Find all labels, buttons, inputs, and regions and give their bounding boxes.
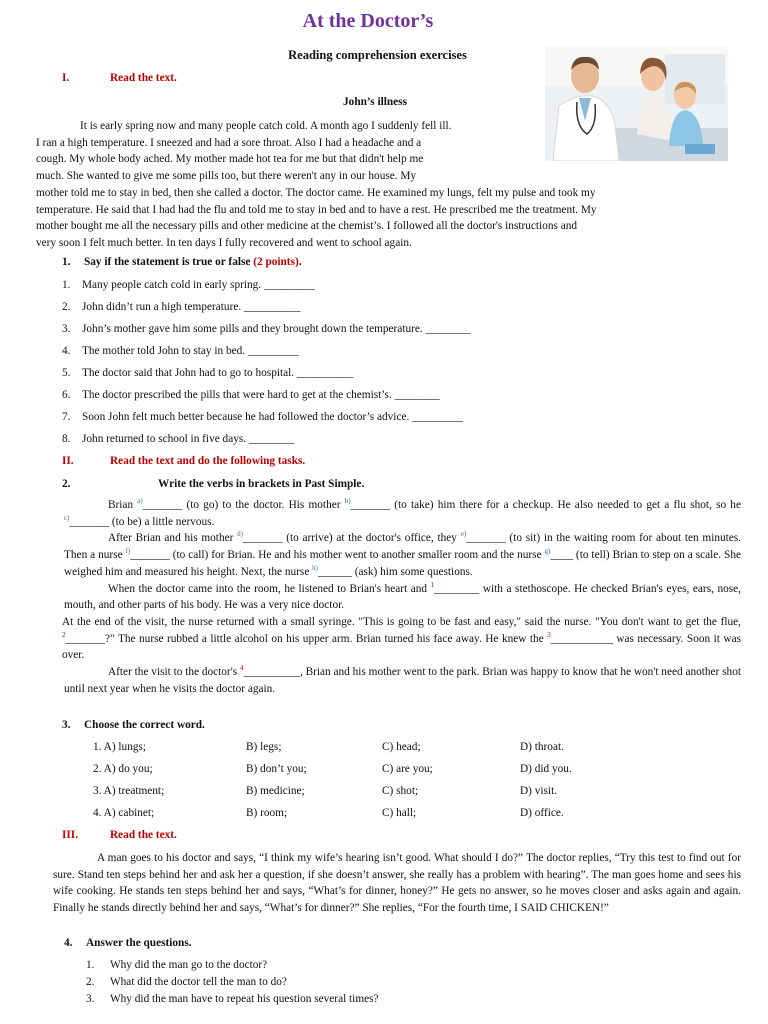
- page-title: At the Doctor’s: [302, 10, 434, 32]
- task-4-heading: 4. Answer the questions.: [64, 937, 192, 949]
- task-3-heading: 3. Choose the correct word.: [62, 719, 205, 731]
- story-3-text: A man goes to his doctor and says, “I think my wife’s hearing isn’t good. What should I do?” The doctor replies, “Try this test to find out for sure. Stand ten steps behind her and ask her a question, if she doesn’t answer, she really has a problem with hearing”. The man goes home and sees his wife cooking. He stands ten steps behind her and says, “What’s for dinner, honey?” He gets no answer, so he moves closer and asks again and again. Finally he stands directly behind her and says, “What’s for dinner?” She replies, “For the fourth time, I SAID CHICKEN!”: [53, 852, 741, 915]
- story-1-body: mother told me to stay in bed, then she called a doctor. The doctor came. He examined my lungs, felt my pulse and took my temperature. He said that I had had the flu and told me to stay in bed and to have a rest. He prescribed me the treatment. My mother bought me all the necessary pills and other medicine at the chemist’s. I followed all the doctor's instructions and very soon I felt much better. In ten days I fully recovered and went to school again.: [36, 187, 597, 250]
- tf-item: 4. The mother told John to stay in bed. _________: [62, 345, 299, 357]
- paragraph: When the doctor came into the room, he listened to Brian's heart and $^1$________ with a stethoscope. He checked Brian's eyes, ears, nose, mouth, and other parts of his body. He was a very nice doctor.: [64, 580, 741, 612]
- question-item: 1. Why did the man go to the doctor?: [86, 959, 268, 971]
- tf-item: 6. The doctor prescribed the pills that were hard to get at the chemist’s. ________: [62, 389, 440, 401]
- page-subtitle: Reading comprehension exercises: [288, 48, 467, 62]
- task-2-heading: 2. Write the verbs in brackets in Past Simple.: [62, 478, 365, 490]
- section-heading-1: I. Read the text.: [62, 72, 177, 84]
- section-heading-2: II. Read the text and do the following tasks.: [62, 455, 306, 467]
- tf-item: 7. Soon John felt much better because he had followed the doctor’s advice. _________: [62, 411, 463, 423]
- tf-item: 5. The doctor said that John had to go to hospital. __________: [62, 367, 354, 379]
- paragraph: After the visit to the doctor's $^4$__________, Brian and his mother went to the park. Brian was happy to know that he won't need another shot until next year when he visits the doctor again.: [64, 664, 741, 695]
- paragraph: At the end of the visit, the nurse returned with a small syringe. "This is going to be fast and easy," said the nurse. "You don't want to get the flue, $^2$_______?" The nurse rubbed a little alcohol on his upper arm. Brian turned his face away. He knew the $^3$___________ was necessary. Soon it was over.: [62, 615, 741, 662]
- question-item: 2. What did the doctor tell the man to do?: [86, 976, 287, 988]
- paragraph: Brian $^{a)}$_______ (to go) to the doctor. His mother $^{b)}$_______ (to take) him there for a checkup. He also needed to get a flu shot, so he $^{c)}$_______ (to be) a little nervous.: [64, 497, 741, 528]
- tf-item: 2. John didn’t run a high temperature. __________: [62, 301, 301, 313]
- question-item: 3. Why did the man have to repeat his question several times?: [86, 993, 379, 1005]
- tf-item: 3. John’s mother gave him some pills and they brought down the temperature. ________: [62, 323, 471, 335]
- story-1-intro: It is early spring now and many people catch cold. A month ago I suddenly fell ill. I ran a high temperature. I sneezed and had a sore throat. Also I had a headache and a cough. My whole body ached. My mother made hot tea for me but that didn't help me much. She wanted to give me some pills too, but there weren't any in our house. My: [36, 120, 452, 183]
- tf-item: 8. John returned to school in five days. ________: [62, 433, 295, 445]
- task-1-heading: 1. Say if the statement is true or false (2 points).: [62, 256, 302, 268]
- worksheet-page: At the Doctor’s Reading comprehension exercises I. Read the text. John’s illness It is early spring now and many people catch cold. A month ago I suddenly fell ill. I ran a high temperature. I sneezed and had a sore throat. Also I had a headache and a cough. My whole body ached. My mother made hot tea for me but that didn't help me much. She wanted to give me some pills too, but there weren't any in our house. My mother told me to stay in bed, then she called a doctor. The doctor came. He examined my lungs, felt my pulse and took my temperature. He said that I had had the flu and told me to stay in bed and to have a rest. He prescribed me the treatment. My mother bought me all the necessary pills and other medicine at the chemist’s. I followed all the doctor's instructions and very soon I felt much better. In ten days I fully recovered and went to school again. 1. Say if the statement is true or false (2 points). 1. Many people catch cold in early spring. _________ 2. John didn’t run a high temperature. __________ 3. John’s mother gave him some pills and they brought down the temperature. ________ 4. The mother told John to stay in bed. _________ 5. The doctor said that John had to go to hospital. __________ 6. The doctor prescribed the pills that were hard to get at the chemist’s. ________ 7. Soon John felt much better because he had followed the doctor’s advice. _________ 8. John returned to school in five days. ________ II. Read the text and do the following tasks. 2. Write the verbs in brackets in Past Simple. Brian $^{a)}$_______ (to go) to the doctor. His mother $^{b)}$_______ (to take) him there for a checkup. He also needed to get a flu shot, so he $^{c)}$_______ (to be) a little nervous. After Brian and his mother $^{d)}$_______ (to arrive) at the doctor's office, they $^{e)}$_______ (to sit) in the waiting room for about ten minutes. Then a nurse $^{f)}$_______ (to call) for Brian. He and his mother went to another smaller room and the nurse $^{g)}$____ (to tell) Brian to step on a scale. She weighed him and measured his height. Next, the nurse $^{h)}$______ (ask) him some questions. When the doctor came into the room, he listened to Brian's heart and $^1$________ with a stethoscope. He checked Brian's eyes, ears, nose, mouth, and other parts of his body. He was a very nice doctor. At the end of the visit, the nurse returned with a small syringe. "This is going to be fast and easy," said the nurse. "You don't want to get the flue, $^2$_______?" The nurse rubbed a little alcohol on his upper arm. Brian turned his face away. He knew the $^3$___________ was necessary. Soon it was over. After the visit to the doctor's $^4$__________, Brian and his mother went to the park. Brian was happy to know that he won't need another shot until next year when he visits the doctor again. 3. Choose the correct word. 1. A) lungs; B) legs; C) head; D) throat. 2. A) do you; B) don’t you; C) are you; D) did you. 3. A) treatment; B) medicine; C) shot; D) visit. 4. A) cabinet; B) room; C) hall; D) office. III. Read the text. A man goes to his doctor and says, “I think my wife’s hearing isn’t good. What should I do?” The doctor replies, “Try this test to find out for sure. Stand ten steps behind her and ask her a question, if she doesn’t answer, she really has a problem with hearing”. The man goes home and sees his wife cooking. He stands ten steps behind her and says, “What’s for dinner, honey?” He gets no answer, so he moves closer and asks again and again. Finally he stands directly behind her and says, “What’s for dinner?” She replies, “For the fourth time, I SAID CHICKEN!” 4. Answer the questions. 1. Why did the man go to the doctor? 2. What did the doctor tell the man to do? 3. Why did the man have to repeat his question several times?: [0, 0, 768, 1024]
- tf-item: 1. Many people catch cold in early spring. _________: [62, 279, 315, 291]
- story-title: John’s illness: [343, 96, 407, 108]
- task-2-text: [64, 497, 741, 697]
- section-heading-3: III. Read the text.: [62, 829, 177, 841]
- paragraph: After Brian and his mother $^{d)}$_______ (to arrive) at the doctor's office, they $^{e)}$_______ (to sit) in the waiting room for about ten minutes. Then a nurse $^{f)}$_______ (to call) for Brian. He and his mother went to another smaller room and the nurse $^{g)}$____ (to tell) Brian to step on a scale. She weighed him and measured his height. Next, the nurse $^{h)}$______ (ask) him some questions.: [64, 530, 741, 578]
